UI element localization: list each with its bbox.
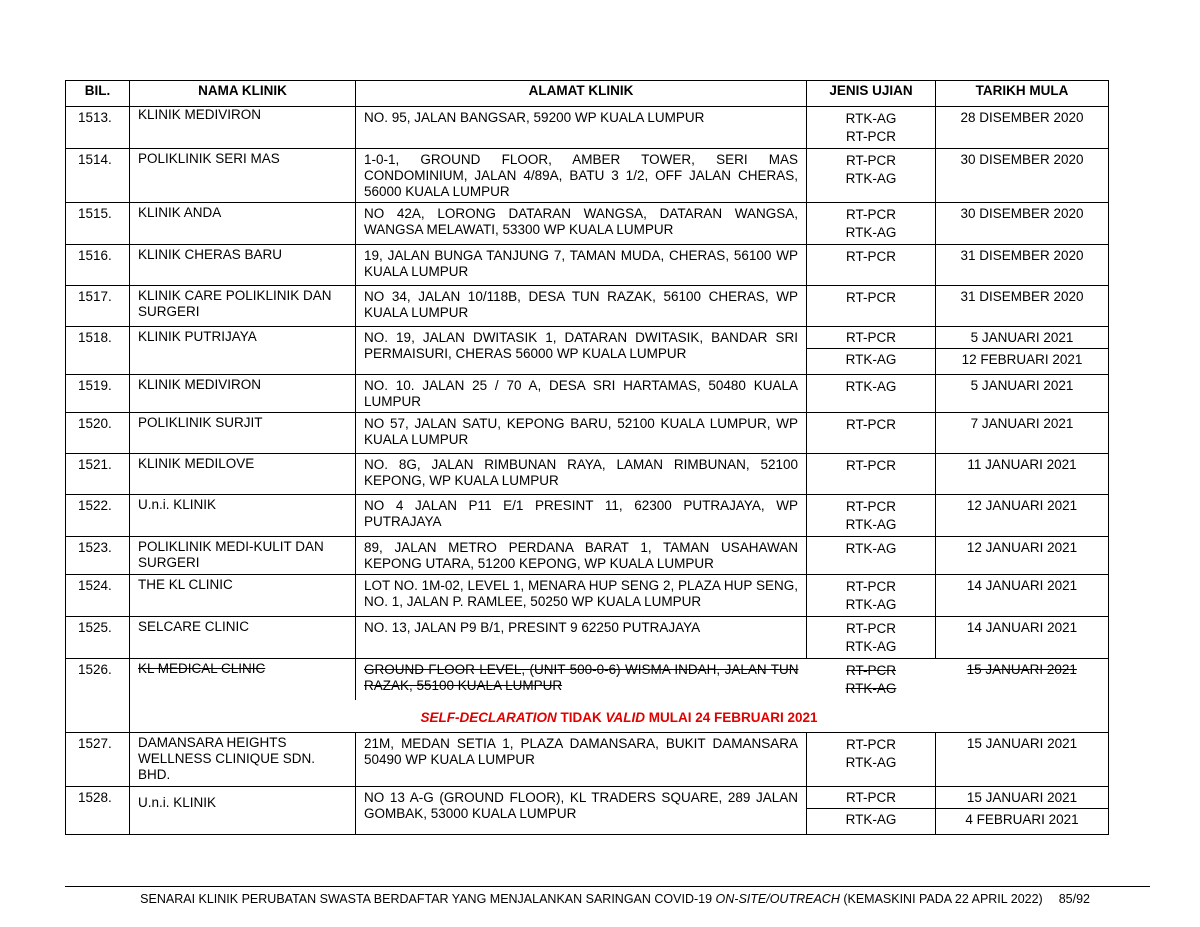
cell-nama-klinik: POLIKLINIK MEDI-KULIT DAN SURGERI [130,537,356,575]
cell-jenis-ujian [807,413,936,454]
notice-part: MULAI 24 FEBRUARI 2021 [644,710,818,725]
page-number: 85/92 [1058,892,1090,906]
cell-jenis-ujian: RT-PCR [807,786,936,808]
cell-nama-klinik: SELCARE CLINIC [130,617,356,659]
cell-tarikh-mula [936,659,1109,701]
cell-alamat-klinik: NO 34, JALAN 10/118B, DESA TUN RAZAK, 56100 CHERAS, WP KUALA LUMPUR [356,286,807,327]
notice-part: TIDAK [556,710,606,725]
cell-bil: 1513. [66,107,130,149]
cell-bil: 1525. [66,617,130,659]
cell-jenis-ujian [807,454,936,495]
cell-nama-klinik: POLIKLINIK SURJIT [130,413,356,454]
test-type: RT-PCR [845,621,896,636]
cell-bil: 1528. [66,786,130,834]
footer-text-part: (KEMASKINI PADA 22 APRIL 2022) [839,892,1043,906]
test-type: RTK-AG [845,541,897,556]
table-row [66,495,1109,537]
table-header-row [66,81,1109,107]
cell-alamat-klinik: 19, JALAN BUNGA TANJUNG 7, TAMAN MUDA, CHERAS, 56100 WP KUALA LUMPUR [356,245,807,286]
table-row [66,107,1109,149]
table-row [66,575,1109,617]
cell-alamat-klinik: 89, JALAN METRO PERDANA BARAT 1, TAMAN USAHAWAN KEPONG UTARA, 51200 KEPONG, WP KUALA LUMPUR [356,537,807,575]
cell-nama-klinik: DAMANSARA HEIGHTS WELLNESS CLINIQUE SDN. BHD. [130,732,356,786]
cell-bil: 1521. [66,454,130,495]
test-type: RT-PCR [845,458,896,473]
cell-jenis-ujian: RT-PCR [807,327,936,349]
cell-bil: 1517. [66,286,130,327]
table-row-struck [66,659,1109,701]
cell-nama-klinik: KLINIK PUTRIJAYA [130,327,356,375]
table-row [66,413,1109,454]
test-type: RT-PCR [845,736,896,752]
test-type: RT-PCR [845,663,896,678]
header-bil: BIL. [66,81,130,107]
table-row [66,203,1109,245]
cell-tarikh-mula: 15 JANUARI 2021 [936,786,1109,808]
notice-cell [130,700,1109,732]
cell-tarikh-mula: 5 JANUARI 2021 [936,375,1109,413]
cell-nama-klinik: KLINIK MEDIVIRON [130,375,356,413]
cell-alamat-klinik: NO. 8G, JALAN RIMBUNAN RAYA, LAMAN RIMBUNAN, 52100 KEPONG, WP KUALA LUMPUR [356,454,807,495]
struck-clinic-name: KL MEDICAL CLINIC [138,661,266,676]
cell-alamat-klinik: 21M, MEDAN SETIA 1, PLAZA DAMANSARA, BUKIT DAMANSARA 50490 WP KUALA LUMPUR [356,732,807,786]
test-type: RTK-AG [845,379,897,394]
notice-part: SELF-DECLARATION [420,710,557,725]
cell-tarikh-mula: 11 JANUARI 2021 [936,454,1109,495]
cell-tarikh-mula: 12 JANUARI 2021 [936,537,1109,575]
cell-alamat-klinik: NO. 95, JALAN BANGSAR, 59200 WP KUALA LUMPUR [356,107,807,149]
table-row [66,245,1109,286]
table-row [66,617,1109,659]
cell-nama-klinik: KLINIK MEDIVIRON [130,107,356,149]
test-type: RT-PCR [845,129,896,144]
test-type: RTK-AG [845,597,897,612]
cell-tarikh-mula: 4 FEBRUARI 2021 [936,808,1109,834]
test-type: RT-PCR [845,249,896,264]
table-row [66,786,1109,808]
cell-bil: 1518. [66,327,130,375]
cell-tarikh-mula: 31 DISEMBER 2020 [936,286,1109,327]
notice-row [66,700,1109,732]
table-row [66,327,1109,349]
footer-divider [65,886,1150,887]
cell-bil: 1527. [66,732,130,786]
cell-tarikh-mula: 12 JANUARI 2021 [936,495,1109,537]
cell-alamat-klinik: NO 42A, LORONG DATARAN WANGSA, DATARAN WANGSA, WANGSA MELAWATI, 53300 WP KUALA LUMPUR [356,203,807,245]
test-type: RTK-AG [845,754,897,770]
struck-clinic-address: GROUND FLOOR LEVEL, (UNIT 500-0-6) WISMA INDAH, JALAN TUN RAZAK, 55100 KUALA LUMPUR [364,662,799,693]
test-type: RTK-AG [845,517,897,532]
test-type: RT-PCR [845,499,896,514]
test-type: RTK-AG [845,639,897,654]
cell-alamat-klinik: NO 4 JALAN P11 E/1 PRESINT 11, 62300 PUTRAJAYA, WP PUTRAJAYA [356,495,807,537]
cell-alamat-klinik: NO 13 A-G (GROUND FLOOR), KL TRADERS SQUARE, 289 JALAN GOMBAK, 53000 KUALA LUMPUR [356,786,807,834]
clinic-table [65,80,1109,835]
footer-text-part: SENARAI KLINIK PERUBATAN SWASTA BERDAFTAR YANG MENJALANKAN SARINGAN COVID-19 [140,892,716,906]
table-row [66,537,1109,575]
notice-part: VALID [605,710,645,725]
header-tarikh-mula: TARIKH MULA [936,81,1109,107]
cell-nama-klinik: KLINIK ANDA [130,203,356,245]
cell-jenis-ujian: RTK-AG [807,808,936,834]
cell-jenis-ujian [807,537,936,575]
table-row [66,375,1109,413]
cell-alamat-klinik [356,659,807,701]
cell-nama-klinik: POLIKLINIK SERI MAS [130,149,356,203]
footer-text-part: ON-SITE/OUTREACH [715,892,840,906]
table-row [66,149,1109,203]
test-type: RTK-AG [845,681,897,696]
test-type: RT-PCR [845,417,896,432]
cell-tarikh-mula: 15 JANUARI 2021 [936,732,1109,786]
cell-jenis-ujian: RTK-AG [807,349,936,375]
cell-nama-klinik: THE KL CLINIC [130,575,356,617]
cell-bil: 1516. [66,245,130,286]
cell-tarikh-mula: 7 JANUARI 2021 [936,413,1109,454]
table-body [66,107,1109,835]
table-row [66,732,1109,786]
cell-jenis-ujian [807,659,936,701]
cell-jenis-ujian [807,149,936,203]
cell-jenis-ujian [807,286,936,327]
cell-bil: 1526. [66,659,130,733]
cell-nama-klinik: U.n.i. KLINIK [130,495,356,537]
test-type: RT-PCR [845,290,896,305]
header-alamat-klinik: ALAMAT KLINIK [356,81,807,107]
cell-tarikh-mula: 5 JANUARI 2021 [936,327,1109,349]
cell-jenis-ujian [807,375,936,413]
cell-jenis-ujian [807,245,936,286]
cell-nama-klinik: U.n.i. KLINIK [130,786,356,834]
cell-alamat-klinik: 1-0-1, GROUND FLOOR, AMBER TOWER, SERI MAS CONDOMINIUM, JALAN 4/89A, BATU 3 1/2, OFF JALAN CHERAS, 56000 KUALA LUMPUR [356,149,807,203]
cell-jenis-ujian [807,203,936,245]
cell-alamat-klinik: NO. 19, JALAN DWITASIK 1, DATARAN DWITASIK, BANDAR SRI PERMAISURI, CHERAS 56000 WP KUALA LUMPUR [356,327,807,375]
footer-text [140,892,1043,906]
cell-nama-klinik: KLINIK MEDILOVE [130,454,356,495]
cell-jenis-ujian [807,107,936,149]
cell-bil: 1524. [66,575,130,617]
cell-jenis-ujian [807,617,936,659]
cell-jenis-ujian [807,575,936,617]
cell-jenis-ujian [807,732,936,786]
cell-tarikh-mula: 14 JANUARI 2021 [936,575,1109,617]
test-type: RTK-AG [845,111,897,126]
table-row [66,286,1109,327]
cell-alamat-klinik: NO. 13, JALAN P9 B/1, PRESINT 9 62250 PUTRAJAYA [356,617,807,659]
cell-bil: 1514. [66,149,130,203]
cell-bil: 1515. [66,203,130,245]
cell-tarikh-mula: 30 DISEMBER 2020 [936,149,1109,203]
cell-nama-klinik: KLINIK CHERAS BARU [130,245,356,286]
table-row [66,454,1109,495]
cell-nama-klinik [130,659,356,701]
cell-tarikh-mula: 14 JANUARI 2021 [936,617,1109,659]
cell-tarikh-mula: 12 FEBRUARI 2021 [936,349,1109,375]
cell-alamat-klinik: NO. 10. JALAN 25 / 70 A, DESA SRI HARTAMAS, 50480 KUALA LUMPUR [356,375,807,413]
cell-tarikh-mula: 30 DISEMBER 2020 [936,203,1109,245]
test-type: RT-PCR [845,207,896,222]
test-type: RT-PCR [845,579,896,594]
cell-tarikh-mula: 28 DISEMBER 2020 [936,107,1109,149]
cell-bil: 1523. [66,537,130,575]
header-jenis-ujian: JENIS UJIAN [807,81,936,107]
page-footer [65,892,1090,906]
cell-alamat-klinik: LOT NO. 1M-02, LEVEL 1, MENARA HUP SENG 2, PLAZA HUP SENG, NO. 1, JALAN P. RAMLEE, 50250 WP KUALA LUMPUR [356,575,807,617]
header-nama-klinik: NAMA KLINIK [130,81,356,107]
test-type: RTK-AG [845,225,897,240]
cell-tarikh-mula: 31 DISEMBER 2020 [936,245,1109,286]
struck-start-date: 15 JANUARI 2021 [966,662,1077,677]
cell-bil: 1519. [66,375,130,413]
test-type: RT-PCR [845,153,896,168]
cell-bil: 1520. [66,413,130,454]
cell-bil: 1522. [66,495,130,537]
cell-alamat-klinik: NO 57, JALAN SATU, KEPONG BARU, 52100 KUALA LUMPUR, WP KUALA LUMPUR [356,413,807,454]
test-type: RTK-AG [845,171,897,186]
notice-text [420,710,817,725]
cell-nama-klinik: KLINIK CARE POLIKLINIK DAN SURGERI [130,286,356,327]
cell-jenis-ujian [807,495,936,537]
